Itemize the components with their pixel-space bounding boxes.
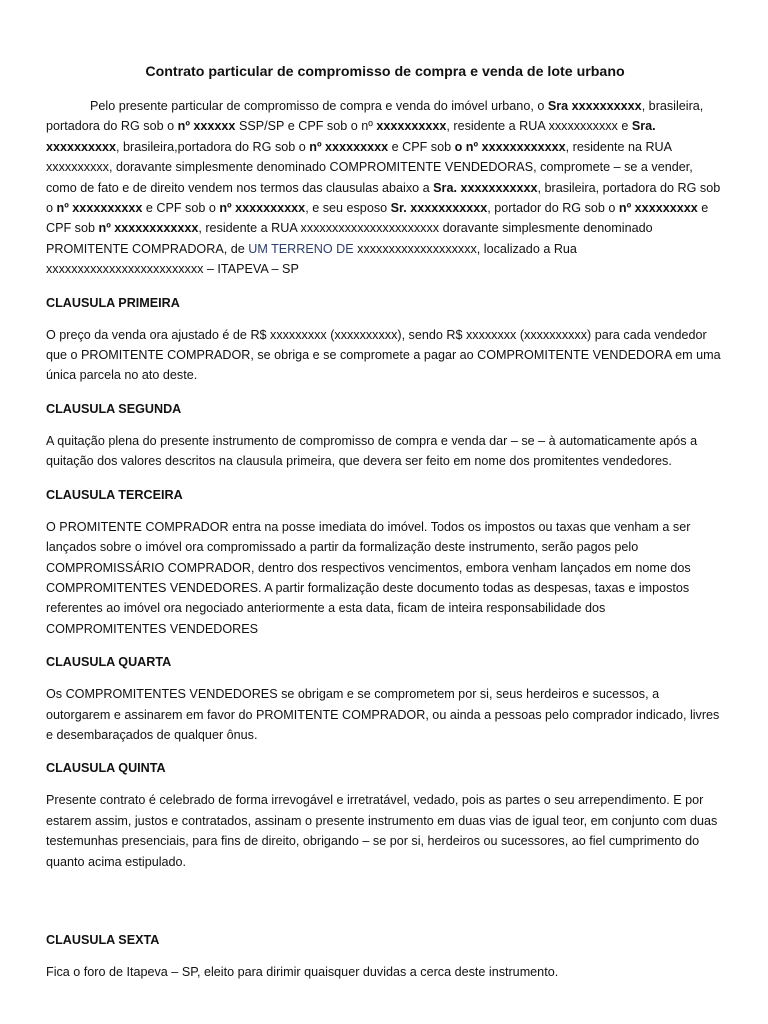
intro-text: Pelo presente particular de compromisso de compra e venda do imóvel urbano, o — [90, 99, 548, 113]
clause-heading-quarta: CLAUSULA QUARTA — [46, 655, 172, 670]
intro-highlight: UM TERRENO DE — [248, 241, 354, 256]
intro-bold: Sra. xxxxxxxxxx — [46, 119, 656, 154]
clause-heading-quinta: CLAUSULA QUINTA — [46, 761, 166, 776]
intro-bold: Sra xxxxxxxxxx — [547, 99, 642, 113]
clause-heading-sexta: CLAUSULA SEXTA — [46, 932, 160, 947]
document-title: Contrato particular de compromisso de compra e venda de lote urbano — [145, 64, 625, 80]
clause-text-quarta: Os COMPROMITENTES VENDEDORES se obrigam e se comprometem por si, seus herdeiros e sucessos, a outorgarem e assinarem em favor do PROMITENTE COMPRADOR, ou ainda a pessoas pelo comprador indicado, livres e desembaraçados de qualquer ônus. — [46, 687, 720, 742]
intro-text: e CPF sob — [46, 201, 709, 236]
intro-text: xxxxxxxxxxxxxxxxxxx, localizado a Rua xxxxxxxxxxxxxxxxxxxxxxxxx – ITAPEVA – SP — [46, 241, 577, 277]
intro-bold: nº xxxxxxxxxx — [56, 201, 143, 216]
clause-text-terceira: O PROMITENTE COMPRADOR entra na posse imediata do imóvel. Todos os impostos ou taxas que venham a ser lançados sobre o imóvel ora compromissado a partir da formalização deste instrumento, serão pagos pelo COMPROMISSÁRIO COMPRADOR, dentro dos respectivos vencimentos, embora venham lançados em nome dos COMPROMITENTES VENDEDORES. A partir formalização deste documento todas as despesas, taxas e impostos referentes ao imóvel ora negociado anteriormente a esta data, ficam de inteira responsabilidade dos COMPROMITENTES VENDEDORES — [46, 519, 691, 636]
intro-bold: Sra. xxxxxxxxxxx — [433, 180, 538, 195]
intro-text: , brasileira,portadora do RG sob o — [116, 139, 310, 154]
intro-text: e CPF sob — [388, 139, 455, 154]
intro-bold: nº xxxxxxxxx — [309, 139, 389, 154]
intro-text: , residente a RUA xxxxxxxxxxxxxxxxxxxxxx doravante simplesmente denominado PROMITENTE COMPRADORA, de — [46, 221, 653, 256]
clause-text-primeira: O preço da venda ora ajustado é de R$ xxxxxxxxx (xxxxxxxxxx), sendo R$ xxxxxxxx (xxxxxxxxxx) para cada vendedor que o PROMITENTE COMPRADOR, se obriga e se compromete a pagar ao COMPROMITENTE VENDEDORA em uma única parcela no ato deste. — [46, 327, 721, 383]
clause-text-sexta: Fica o foro de Itapeva – SP, eleito para dirimir quaisquer duvidas a cerca deste instrumento. — [46, 964, 559, 979]
intro-bold: Sr. xxxxxxxxxxx — [390, 201, 488, 216]
intro-paragraph — [46, 96, 724, 280]
intro-text: , residente a RUA xxxxxxxxxxx e — [446, 119, 632, 134]
intro-text: , e seu esposo — [305, 201, 391, 216]
intro-text: , brasileira, portadora do RG sob o — [46, 180, 721, 216]
clause-heading-primeira: CLAUSULA PRIMEIRA — [46, 295, 180, 310]
clause-text-quinta: Presente contrato é celebrado de forma irrevogável e irretratável, vedado, pois as partes o seu arrependimento. E por estarem assim, justos e contratados, assinam o presente instrumento em duas vias de igual teor, em conjunto com duas testemunhas presenciais, para fins de direito, obrigando – se por si, herdeiros ou sucessores, ao fiel cumprimento do quanto acima estipulado. — [46, 793, 718, 869]
intro-bold: xxxxxxxxxx — [376, 119, 447, 134]
clause-text-segunda: A quitação plena do presente instrumento de compromisso de compra e venda dar – se – à automaticamente após a quitação dos valores descritos na clausula primeira, que devera ser feito em nome dos promitentes vendedores. — [46, 433, 698, 469]
intro-bold: o nº xxxxxxxxxxxx — [454, 139, 566, 154]
intro-text: e CPF sob o — [142, 201, 220, 216]
intro-bold: nº xxxxxxxxxxxx — [98, 221, 199, 236]
intro-text: , portador do RG sob o — [487, 201, 619, 216]
intro-bold: nº xxxxxxxxxx — [219, 201, 306, 216]
intro-bold: nº xxxxxx — [177, 119, 236, 134]
intro-text: , residente na RUA xxxxxxxxxx, doravante simplesmente denominado COMPROMITENTE VENDEDORAS, compromete – se a vender, como de fato e de direito vendem nos termos das clausulas abaixo a — [46, 139, 693, 195]
intro-text: SSP/SP e CPF sob o nº — [235, 119, 377, 134]
clause-heading-terceira: CLAUSULA TERCEIRA — [46, 487, 183, 502]
intro-bold: nº xxxxxxxxx — [618, 201, 698, 216]
intro-text: , brasileira, portadora do RG sob o — [46, 99, 704, 134]
clause-heading-segunda: CLAUSULA SEGUNDA — [46, 401, 182, 416]
